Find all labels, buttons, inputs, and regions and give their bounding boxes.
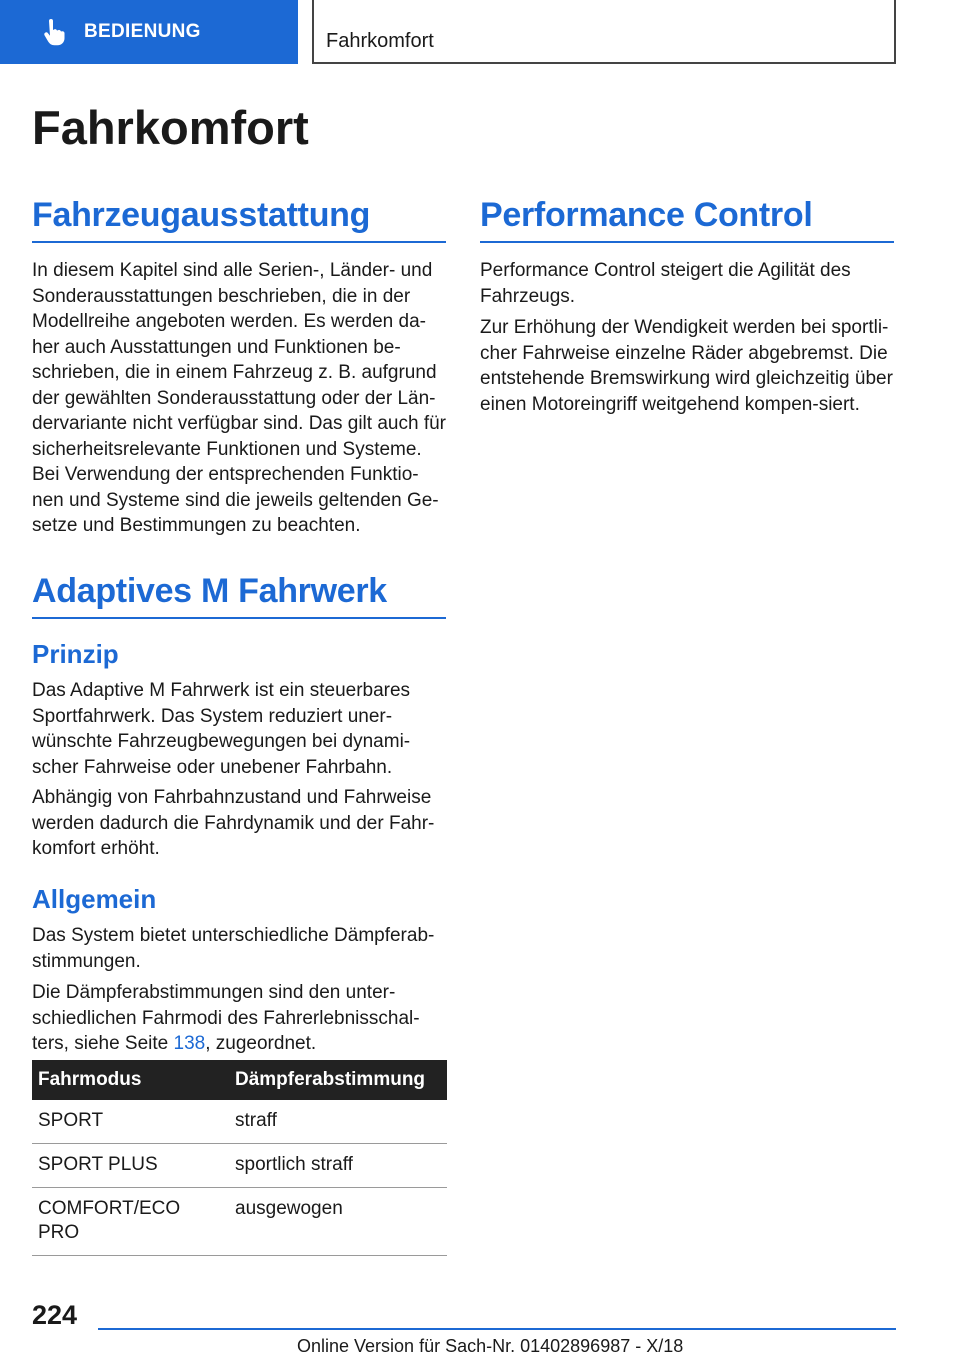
column-header-fahrmodus: Fahrmodus	[32, 1060, 229, 1100]
table-header-row	[32, 1060, 447, 1100]
table-row	[32, 1144, 447, 1188]
paragraph-allgemein-2-text: Die Dämpferabstimmungen sind den unter-schiedlichen Fahrmodi des Fahrerlebnisschal-ters, siehe Seite	[32, 982, 420, 1054]
subsection-tab[interactable]	[312, 0, 896, 64]
table-cell-mode: COMFORT/ECO PRO	[32, 1188, 229, 1256]
paragraph-allgemein-2-end: , zugeordnet.	[205, 1033, 317, 1054]
table-cell-setting: ausgewogen	[229, 1188, 447, 1256]
section-tab[interactable]	[0, 0, 298, 64]
column-header-daempferabstimmung: Dämpferabstimmung	[229, 1060, 447, 1100]
table-cell-mode: SPORT PLUS	[32, 1144, 229, 1188]
footer-divider	[98, 1328, 896, 1330]
paragraph-prinzip-1: Das Adaptive M Fahrwerk ist ein steuerbares Sportfahrwerk. Das System reduziert uner-wünschte Fahrzeugbewegungen bei dynami-scher Fahrweise oder unebener Fahrbahn.	[32, 680, 411, 778]
footer-online-version: Online Version für Sach-Nr. 01402896987 - X/18	[297, 1336, 684, 1356]
heading-fahrzeugausstattung: Fahrzeugausstattung	[32, 196, 446, 243]
hand-pointer-icon	[40, 18, 66, 46]
heading-adaptives-m-fahrwerk: Adaptives M Fahrwerk	[32, 572, 446, 619]
paragraph-allgemein-1: Das System bietet unterschiedliche Dämpferab-stimmungen.	[32, 925, 435, 972]
table-cell-setting: straff	[229, 1100, 447, 1144]
damper-settings-table	[32, 1060, 447, 1256]
section-label: BEDIENUNG	[84, 21, 201, 42]
table-row	[32, 1188, 447, 1256]
heading-prinzip: Prinzip	[32, 639, 119, 669]
table-cell-setting: sportlich straff	[229, 1144, 447, 1188]
page-link-138[interactable]: 138	[173, 1033, 206, 1054]
table-cell-mode: SPORT	[32, 1100, 229, 1144]
paragraph-prinzip-2: Abhängig von Fahrbahnzustand und Fahrweise werden dadurch die Fahrdynamik und der Fahr-komfort erhöht.	[32, 787, 435, 859]
table-row	[32, 1100, 447, 1144]
heading-allgemein: Allgemein	[32, 884, 157, 914]
paragraph-performance-2: Zur Erhöhung der Wendigkeit werden bei sportli-cher Fahrweise einzelne Räder abgebremst. Die entstehende Bremswirkung wird gleichzeitig über einen Motoreingriff weitgehend kompen-siert.	[480, 317, 893, 415]
page-title: Fahrkomfort	[32, 101, 309, 154]
page-number: 224	[32, 1300, 78, 1330]
paragraph-performance-1: Performance Control steigert die Agilität des Fahrzeugs.	[480, 260, 851, 307]
paragraph-ausstattung: In diesem Kapitel sind alle Serien-, Länder- und Sonderausstattungen beschrieben, die in der Modellreihe angeboten werden. Es werden da-her auch Ausstattungen und Funktionen be-schrieben, die in einem Fahrzeug z. B. aufgrund der gewählten Sonderausstattung oder der Län-dervariante nicht verfügbar sind. Das gilt auch für sicherheitsrelevante Funktionen und Systeme. Bei Verwendung der entsprechenden Funktio-nen und Systeme sind die jeweils geltenden Ge-setze und Bestimmungen zu beachten.	[32, 260, 446, 536]
paragraph-allgemein-2	[32, 980, 450, 1057]
subsection-label: Fahrkomfort	[326, 30, 434, 52]
heading-performance-control: Performance Control	[480, 196, 894, 243]
